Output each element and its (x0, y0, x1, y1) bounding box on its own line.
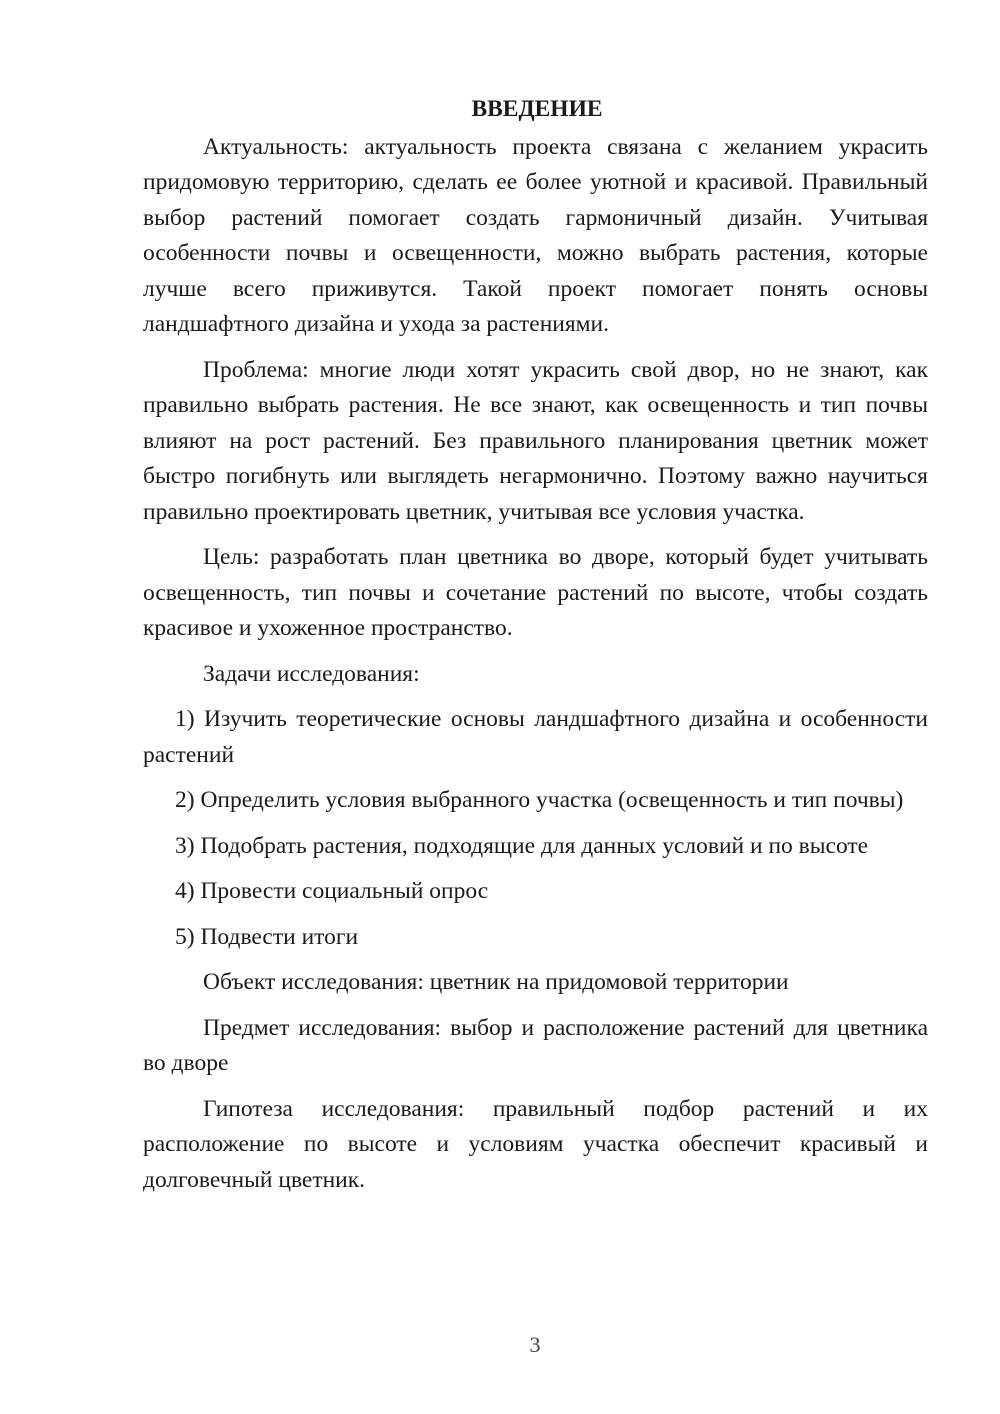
hypothesis-paragraph: Гипотеза исследования: правильный подбор растений и их расположение по высоте и условиям участка обеспечит красивый и долговечный цветник. (143, 1095, 928, 1193)
problem-paragraph: Проблема: многие люди хотят украсить свой двор, но не знают, как правильно выбрать растения. Не все знают, как освещенность и тип почвы влияют на рост растений. Без правильного планирования цветник может быстро погибнуть или выглядеть негармонично. Поэтому важно научиться правильно проектировать цветник, учитывая все условия участка. (143, 356, 928, 525)
task-item: 2) Определить условия выбранного участка (освещенность и тип почвы) (175, 787, 904, 813)
task-item: 4) Провести социальный опрос (175, 878, 489, 904)
task-item: 5) Подвести итоги (175, 923, 359, 950)
task-item: 1) Изучить теоретические основы ландшафтного дизайна и особенности растений (143, 706, 928, 768)
page-title: ВВЕДЕНИЕ (471, 96, 603, 122)
task-item: 3) Подобрать растения, подходящие для данных условий и по высоте (175, 832, 869, 859)
relevance-paragraph: Актуальность: актуальность проекта связана с желанием украсить придомовую территорию, сделать ее более уютной и красивой. Правильный выбор растений помогает создать гармоничный дизайн. Учитывая особенности почвы и освещенности, можно выбрать растения, которые лучше всего приживутся. Такой проект помогает понять основы ландшафтного дизайна и ухода за растениями. (143, 133, 928, 337)
object-paragraph: Объект исследования: цветник на придомовой территории (203, 969, 789, 995)
subject-paragraph: Предмет исследования: выбор и расположение растений для цветника во дворе (143, 1014, 928, 1076)
goal-paragraph: Цель: разработать план цветника во дворе, который будет учитывать освещенность, тип почвы и сочетание растений по высоте, чтобы создать красивое и ухоженное пространство. (143, 544, 928, 641)
page-number: 3 (529, 1332, 541, 1357)
page-content (143, 92, 928, 1208)
tasks-heading: Задачи исследования: (203, 660, 420, 687)
